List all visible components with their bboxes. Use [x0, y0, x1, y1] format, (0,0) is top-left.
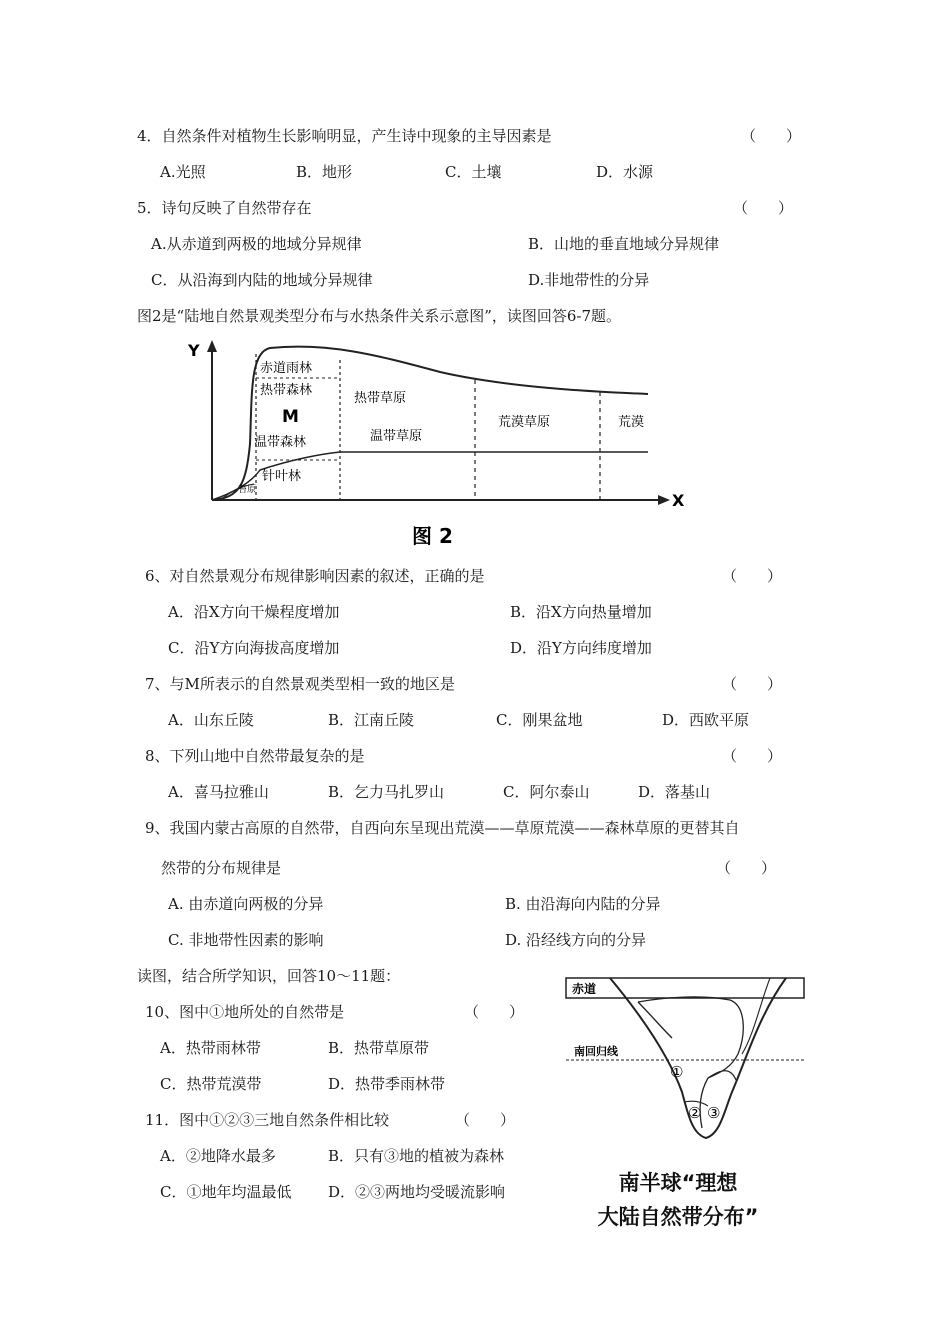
fig2-label-temperate-forest: 温带森林: [254, 435, 307, 450]
q9-answer-paren: （ ）: [716, 859, 777, 877]
q6-option-a: A．沿X方向干燥程度增加: [168, 603, 340, 621]
q8-option-c: C．阿尔泰山: [503, 783, 590, 801]
fig3-tropic-label: 南回归线: [574, 1045, 618, 1058]
fig2-label-temperate-grass: 温带草原: [370, 429, 423, 444]
q6-option-c: C．沿Y方向海拔高度增加: [168, 639, 340, 657]
q11-stem: 11．图中①②③三地自然条件相比较: [145, 1111, 390, 1129]
q5-option-d: D.非地带性的分异: [528, 271, 650, 289]
fig3-caption-line-1: 南半球“理想: [618, 1171, 738, 1195]
q4-option-d: D．水源: [596, 163, 654, 181]
q7-option-c: C．刚果盆地: [496, 711, 583, 729]
q4-option-a: A.光照: [160, 163, 206, 181]
q11-option-b: B．只有③地的植被为森林: [328, 1147, 505, 1165]
q7-option-b: B．江南丘陵: [328, 711, 415, 729]
q9-stem: 9、我国内蒙古高原的自然带，自西向东呈现出荒漠——草原荒漠——森林草原的更替其自: [145, 819, 740, 837]
q10-option-a: A．热带雨林带: [160, 1039, 261, 1057]
q7-option-a: A．山东丘陵: [168, 711, 254, 729]
fig2-label-m: M: [282, 407, 299, 427]
q11-option-d: D．②③两地均受暖流影响: [328, 1183, 506, 1201]
q11-option-c: C．①地年均温最低: [160, 1183, 292, 1201]
fig3-equator-label: 赤道: [572, 982, 597, 996]
fig3-caption-line-2: 大陆自然带分布”: [597, 1205, 759, 1229]
fig3-caption: [548, 1166, 808, 1234]
q11-answer-paren: （ ）: [455, 1111, 516, 1129]
fig2-label-tropical-grass: 热带草原: [354, 391, 407, 406]
fig3-mark-2: ②: [688, 1104, 702, 1122]
q10-option-c: C．热带荒漠带: [160, 1075, 262, 1093]
q9-stem-continued: 然带的分布规律是: [161, 859, 282, 877]
q6-option-b: B．沿X方向热量增加: [510, 603, 652, 621]
fig3-intro: 读图，结合所学知识，回答10～11题：: [137, 967, 401, 985]
fig2-diagram: [180, 334, 700, 554]
q7-answer-paren: （ ）: [722, 675, 783, 693]
fig3-diagram: [560, 974, 810, 1160]
fig2-label-tropical-forest: 热带森林: [260, 383, 313, 398]
q6-stem: 6、对自然景观分布规律影响因素的叙述，正确的是: [145, 567, 485, 585]
q8-answer-paren: （ ）: [722, 747, 783, 765]
q8-option-a: A．喜马拉雅山: [168, 783, 269, 801]
q8-option-b: B．乞力马扎罗山: [328, 783, 445, 801]
q10-option-b: B．热带草原带: [328, 1039, 430, 1057]
q10-answer-paren: （ ）: [464, 1003, 525, 1021]
fig2-axis-y: Y: [188, 341, 200, 360]
fig2-label-coniferous: 针叶林: [262, 469, 302, 484]
q9-option-a: A. 由赤道向两极的分异: [168, 895, 324, 913]
fig2-caption: 图 2: [412, 524, 453, 548]
q5-option-c: C．从沿海到内陆的地域分异规律: [151, 271, 373, 289]
q4-answer-paren: （ ）: [741, 127, 802, 145]
q5-answer-paren: （ ）: [733, 199, 794, 217]
q9-option-c: C. 非地带性因素的影响: [168, 931, 324, 949]
q10-stem: 10、图中①地所处的自然带是: [145, 1003, 345, 1021]
fig2-label-rainforest: 赤道雨林: [260, 361, 313, 376]
q4-stem: 4．自然条件对植物生长影响明显，产生诗中现象的主导因素是: [137, 127, 552, 145]
q5-option-b: B．山地的垂直地域分异规律: [528, 235, 720, 253]
q8-option-d: D．落基山: [638, 783, 711, 801]
fig2-label-desert: 荒漠: [618, 415, 645, 430]
q9-option-d: D. 沿经线方向的分异: [505, 931, 647, 949]
q7-option-d: D．西欧平原: [662, 711, 750, 729]
q5-option-a: A.从赤道到两极的地域分异规律: [151, 235, 362, 253]
q8-stem: 8、下列山地中自然带最复杂的是: [145, 747, 365, 765]
q6-option-d: D．沿Y方向纬度增加: [510, 639, 652, 657]
q4-option-c: C．土壤: [445, 163, 502, 181]
q11-option-a: A．②地降水最多: [160, 1147, 276, 1165]
q9-option-b: B. 由沿海向内陆的分异: [505, 895, 661, 913]
q4-option-b: B．地形: [296, 163, 353, 181]
fig2-label-desert-grass: 荒漠草原: [498, 415, 551, 430]
fig2-intro: 图2是“陆地自然景观类型分布与水热条件关系示意图”，读图回答6-7题。: [137, 307, 622, 325]
fig2-axis-x: X: [672, 491, 685, 510]
q5-stem: 5．诗句反映了自然带存在: [137, 199, 312, 217]
fig3-mark-3: ③: [707, 1104, 721, 1122]
fig2-label-tundra: 苔原: [238, 485, 257, 495]
q7-stem: 7、与M所表示的自然景观类型相一致的地区是: [145, 675, 455, 693]
q6-answer-paren: （ ）: [722, 567, 783, 585]
fig3-mark-1: ①: [670, 1063, 684, 1081]
q10-option-d: D．热带季雨林带: [328, 1075, 446, 1093]
